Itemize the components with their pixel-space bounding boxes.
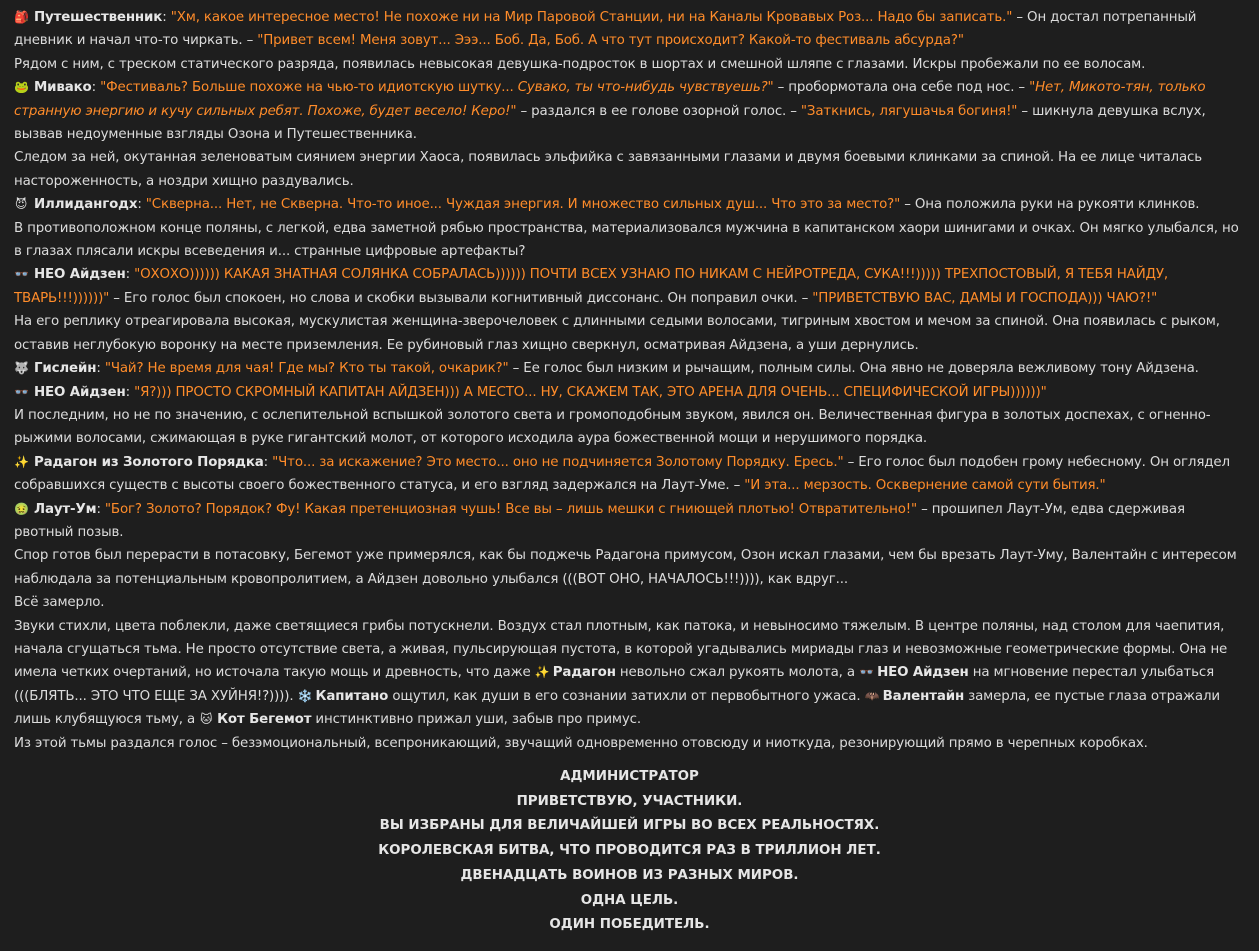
paragraph-laut: 🤢 Лаут-Ум: "Бог? Золото? Порядок? Фу! Какая претенциозная чушь! Все вы – лишь мешки с гниющей плотью! Отвратительно!" – прошипел Лаут-Ум, едва сдерживая рвотный позыв. <box>14 498 1245 545</box>
paragraph-darkness: Звуки стихли, цвета поблекли, даже светящиеся грибы потускнели. Воздух стал плотным, как патока, и невыносимо тяжелым. В центре поляны, над столом для чаепития, начала сгущаться тьма. Не просто отсутствие света, а живая, пульсирующая пустота, в которой угадывались мириады глаз и невозможные геометрические формы. Она не имела четких очертаний, но источала такую мощь и древность, что даже ✨ Радагон невольно сжал рукоять молота, а 👓 НЕО Айдзен на мгновение перестал улыбаться (((БЛЯТЬ... ЭТО ЧТО ЕЩЕ ЗА ХУЙНЯ!?)))). ❄️ Капитано ощутил, как души в его сознании затихли от первобытного ужаса. 🦇 Валентайн замерла, ее пустые глаза отражали лишь клубящуюся тьму, а 🐱 Кот Бегемот инстинктивно прижал уши, забыв про примус. <box>14 615 1245 732</box>
announcement-line: ОДИН ПОБЕДИТЕЛЬ. <box>549 917 710 933</box>
paragraph-radagon: ✨ Радагон из Золотого Порядка: "Что... за искажение? Это место... оно не подчиняется Золотому Порядку. Ересь." – Его голос был подобен грому небесному. Он оглядел собравшихся существ с высоты своего божественного статуса, и его взгляд задержался на Лаут-Уме. – "И эта... мерзость. Осквернение самой сути бытия." <box>14 451 1245 498</box>
quote: "ПРИВЕТСТВУЮ ВАС, ДАМЫ И ГОСПОДА))) ЧАЮ?!" <box>812 290 1158 306</box>
speaker-name: Мивако <box>34 80 92 96</box>
speaker-name: Гислейн <box>34 361 97 377</box>
paragraph-narration: Из этой тьмы раздался голос – безэмоциональный, всепроникающий, звучащий одновременно отовсюду и ниоткуда, резонирующий прямо в черепных коробках. <box>14 735 1148 751</box>
paragraph-narration: И последним, но не по значению, с ослепительной вспышкой золотого света и громоподобным звуком, явился он. Величественная фигура в золотых доспехах, с огненно-рыжими волосами, сжимающая в руке гигантский молот, от которого исходила аура божественной мощи и нерушимого порядка. <box>14 407 1211 447</box>
announcement-line: КОРОЛЕВСКАЯ БИТВА, ЧТО ПРОВОДИТСЯ РАЗ В ТРИЛЛИОН ЛЕТ. <box>378 843 881 859</box>
quote-italic: Сувако, ты что-нибудь чувствуешь? <box>517 80 768 96</box>
paragraph-narration: Спор готов был перерасти в потасовку, Бегемот уже примерялся, как бы поджечь Радагона примусом, Озон искал глазами, чем бы врезать Лаут-Уму, Валентайн с интересом наблюдала за потенциальным кровопролитием, а Айдзен довольно улыбался (((ВОТ ОНО, НАЧАЛОСЬ!!!)))), как вдруг... <box>14 548 1237 587</box>
quote: "И эта... мерзость. Осквернение самой сути бытия." <box>744 478 1106 494</box>
paragraph-narration: На его реплику отреагировала высокая, мускулистая женщина-зверочеловек с длинными седыми волосами, тигриным хвостом и мечом за спиной. Она появилась с рыком, оставив неглубокую воронку на месте приземления. Ее рубиновый глаз хищно сверкнул, осматривая Айдзена, а уши дернулись. <box>14 314 1220 353</box>
quote-italic: "Нет, Микото-тян, только странную энергию и кучу сильных ребят. Похоже, будет весело! Керо!" <box>14 80 1206 119</box>
speaker-name: НЕО Айдзен <box>34 384 126 400</box>
sparkles-icon: ✨ <box>534 665 550 680</box>
frog-icon: 🐸 <box>14 80 29 95</box>
character-name: Радагон <box>552 665 616 681</box>
character-name: Валентайн <box>882 688 965 704</box>
devil-icon: 😈 <box>14 197 28 212</box>
speaker-name: Лаут-Ум <box>34 501 97 517</box>
quote: "ОХОХО)))))) КАКАЯ ЗНАТНАЯ СОЛЯНКА СОБРАЛАСЬ)))))) ПОЧТИ ВСЕХ УЗНАЮ ПО НИКАМ С НЕЙРОТРЕДА, СУКА!!!))))) ТРЕХПОСТОВЫЙ, Я ТЕБЯ НАЙДУ, ТВАРЬ!!!))))))" <box>14 267 1168 306</box>
quote: "Я?))) ПРОСТО СКРОМНЫЙ КАПИТАН АЙДЗЕН))) А МЕСТО... НУ, СКАЖЕМ ТАК, ЭТО АРЕНА ДЛЯ ОЧЕНЬ... СПЕЦИФИЧЕСКОЙ ИГРЫ))))))" <box>134 384 1047 400</box>
paragraph-narration: Рядом с ним, с треском статического разряда, появилась невысокая девушка-подросток в шортах и смешной шляпе с глазами. Искры пробежали по ее волосам. <box>14 56 1146 72</box>
paragraph-narration: В противоположном конце поляны, с легкой, едва заметной рябью пространства, материализовался мужчина в капитанском хаори шинигами и очках. Он мягко улыбался, но в глазах плясали искры всеведения и... странные цифровые артефакты? <box>14 220 1239 260</box>
announcement-line: ВЫ ИЗБРАНЫ ДЛЯ ВЕЛИЧАЙШЕЙ ИГРЫ ВО ВСЕХ РЕАЛЬНОСТЯХ. <box>379 818 880 834</box>
speaker-name: Иллидангодх <box>34 197 138 213</box>
administrator-announcement <box>14 765 1245 938</box>
paragraph-gislain: 🐺 Гислейн: "Чай? Не время для чая! Где мы? Кто ты такой, очкарик?" – Ее голос был низким и рычащим, полным силы. Она явно не доверяла вежливому тону Айдзена. <box>14 357 1245 380</box>
quote: "Что... за искажение? Это место... оно не подчиняется Золотому Порядку. Ересь." <box>272 454 844 470</box>
speaker-name: НЕО Айдзен <box>34 267 126 283</box>
cat-icon: 🐱 <box>199 712 213 727</box>
nauseated-face-icon: 🤢 <box>14 501 29 516</box>
bat-icon: 🦇 <box>864 688 880 703</box>
character-name: Кот Бегемот <box>217 712 312 728</box>
sparkles-icon: ✨ <box>14 454 29 469</box>
paragraph-aizen: 👓 НЕО Айдзен: "Я?))) ПРОСТО СКРОМНЫЙ КАПИТАН АЙДЗЕН))) А МЕСТО... НУ, СКАЖЕМ ТАК, ЭТО АРЕНА ДЛЯ ОЧЕНЬ... СПЕЦИФИЧЕСКОЙ ИГРЫ))))))" <box>14 381 1245 404</box>
character-name: Капитано <box>315 688 389 704</box>
quote: "Скверна... Нет, не Скверна. Что-то иное... Чуждая энергия. И множество сильных душ... Что это за место?" <box>145 197 901 213</box>
announcement-line: ПРИВЕТСТВУЮ, УЧАСТНИКИ. <box>516 793 743 809</box>
character-name: НЕО Айдзен <box>877 665 969 681</box>
glasses-icon: 👓 <box>14 267 29 282</box>
paragraph-narration: Следом за ней, окутанная зеленоватым сиянием энергии Хаоса, появилась эльфийка с завязанными глазами и двумя боевыми клинками за спиной. На ее лице читалась настороженность, а ноздри хищно раздувались. <box>14 150 1202 189</box>
paragraph-narration: Всё замерло. <box>14 595 105 611</box>
paragraph-traveler: 🎒 Путешественник: "Хм, какое интересное место! Не похоже ни на Мир Паровой Станции, ни на Каналы Кровавых Роз... Надо бы записать." – Он достал потрепанный дневник и начал что-то чиркать. – "Привет всем! Меня зовут... Эээ... Боб. Да, Боб. А что тут происходит? Какой-то фестиваль абсурда?" <box>14 6 1245 53</box>
snowflake-icon: ❄️ <box>297 688 313 703</box>
paragraph-illidan: 😈 Иллидангодх: "Скверна... Нет, не Скверна. Что-то иное... Чуждая энергия. И множество сильных душ... Что это за место?" – Она положила руки на рукояти клинков. <box>14 193 1245 216</box>
glasses-icon: 👓 <box>859 665 874 680</box>
announcement-line: АДМИНИСТРАТОР <box>560 769 699 784</box>
announcement-line: ОДНА ЦЕЛЬ. <box>580 892 679 908</box>
backpack-icon: 🎒 <box>14 10 29 24</box>
quote: "Заткнись, лягушачья богиня!" <box>800 103 1018 119</box>
glasses-icon: 👓 <box>14 384 29 399</box>
announcement-line: ДВЕНАДЦАТЬ ВОИНОВ ИЗ РАЗНЫХ МИРОВ. <box>460 867 799 883</box>
wolf-icon: 🐺 <box>14 361 29 376</box>
paragraph-aizen: 👓 НЕО Айдзен: "ОХОХО)))))) КАКАЯ ЗНАТНАЯ СОЛЯНКА СОБРАЛАСЬ)))))) ПОЧТИ ВСЕХ УЗНАЮ ПО НИКАМ С НЕЙРОТРЕДА, СУКА!!!))))) ТРЕХПОСТОВЫЙ, Я ТЕБЯ НАЙДУ, ТВАРЬ!!!))))))" – Его голос был спокоен, но слова и скобки вызывали когнитивный диссонанс. Он поправил очки. – "ПРИВЕТСТВУЮ ВАС, ДАМЫ И ГОСПОДА))) ЧАЮ?!" <box>14 263 1245 310</box>
quote: "Хм, какое интересное место! Не похоже ни на Мир Паровой Станции, ни на Каналы Кровавых Роз... Надо бы записать." <box>170 10 1013 25</box>
speaker-name: Радагон из Золотого Порядка <box>34 454 264 470</box>
paragraph-mivako: 🐸 Мивако: "Фестиваль? Больше похоже на чью-то идиотскую шутку... Сувако, ты что-нибудь чувствуешь?" – пробормотала она себе под нос. – "Нет, Микото-тян, только странную энергию и кучу сильных ребят. Похоже, будет весело! Керо!" – раздался в ее голове озорной голос. – "Заткнись, лягушачья богиня!" – шикнула девушка вслух, вызвав недоуменные взгляды Озона и Путешественника. <box>14 76 1245 146</box>
quote: "Фестиваль? Больше похоже на чью-то идиотскую шутку... <box>100 80 518 96</box>
speaker-name: Путешественник <box>34 10 163 25</box>
quote: "Бог? Золото? Порядок? Фу! Какая претенциозная чушь! Все вы – лишь мешки с гниющей плотью! Отвратительно!" <box>104 501 917 517</box>
quote: "Привет всем! Меня зовут... Эээ... Боб. Да, Боб. А что тут происходит? Какой-то фестиваль абсурда?" <box>257 33 964 49</box>
quote: "Чай? Не время для чая! Где мы? Кто ты такой, очкарик?" <box>104 361 509 377</box>
